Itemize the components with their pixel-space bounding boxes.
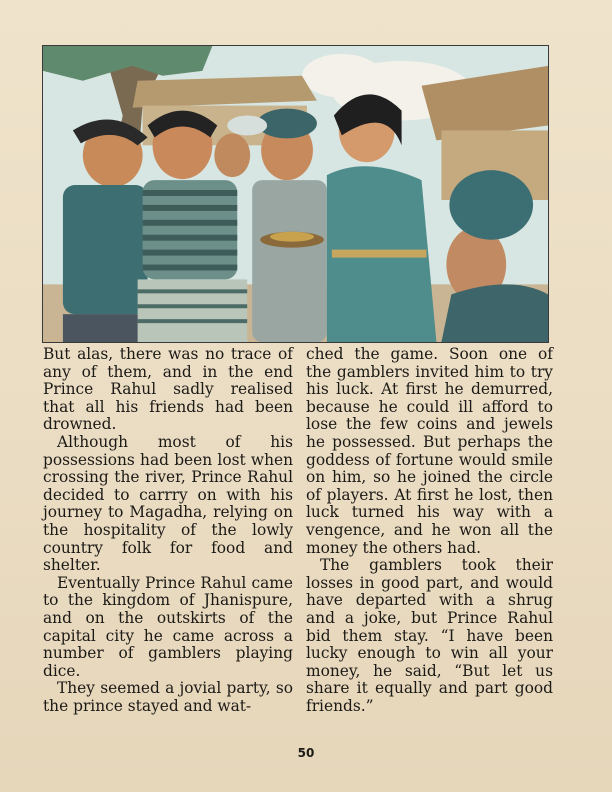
paragraph: But alas, there was no trace of any of them, and in the end Prince Rahul sadly realised that all his friends had been drowned.: [43, 345, 293, 434]
illustration-gamblers-scene-icon: [43, 46, 548, 342]
text-column-right: [306, 346, 553, 715]
text-column-left: [43, 346, 293, 715]
paragraph: The gamblers took their losses in good part, and would have departed with a shrug and a joke, but Prince Rahul bid them stay. “I have been lucky enough to win all your money, he said, “But let us share it equally and part good friends.”: [306, 556, 553, 715]
page-number: 50: [297, 746, 315, 760]
paragraph: Although most of his possessions had been lost when crossing the river, Prince Rahul decided to carrry on with his journey to Magadha, relying on the hospitality of the lowly country folk for food and shelter.: [43, 432, 293, 575]
paragraph: ched the game. Soon one of the gamblers invited him to try his luck. At first he demurred, because he could ill afford to lose the few coins and jewels he possessed. But perhaps the goddess of fortune would smile on him, so he joined the circle of players. At first he lost, then luck turned his way with a vengence, and he won all the money the others had.: [306, 345, 553, 557]
paragraph: They seemed a jovial party, so the prince stayed and wat-: [43, 679, 293, 715]
story-illustration: [42, 45, 549, 343]
paragraph: Eventually Prince Rahul came to the kingdom of Jhanispure, and on the outskirts of the capital city he came across a number of gamblers playing dice.: [43, 573, 293, 680]
